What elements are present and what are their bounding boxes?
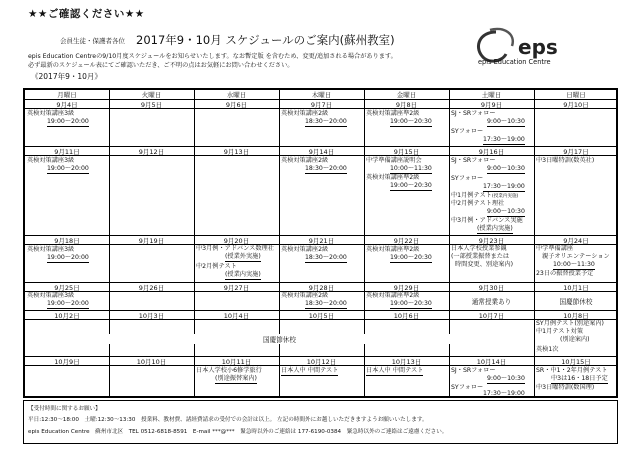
event-label: 中2月例テスト理社: [451, 200, 505, 207]
date-cell: 10月8日: [563, 312, 589, 320]
event-label: 英検対策講座準2級: [366, 246, 420, 253]
event-time: 19:00～20:30: [390, 300, 432, 307]
date-cell: 10月3日: [138, 312, 165, 320]
day-header-thu: 木曜日: [311, 91, 332, 99]
event-time: 19:00～20:00: [47, 254, 89, 261]
event-label: 中1月例テスト(授業内実施): [451, 192, 519, 199]
date-cell: 10月12日: [306, 358, 337, 366]
event-time: 19:00～20:00: [47, 165, 89, 172]
event-label: 中3日曜特訓(数英社): [536, 157, 595, 164]
date-cell: 9月27日: [223, 284, 250, 292]
event-label: 英検対策講座3級: [27, 292, 75, 299]
event-note: (授業内実施): [225, 271, 261, 278]
event-note: 時間変更、別途案内): [455, 261, 514, 268]
event-label: 親子オリエンテーション: [542, 253, 610, 260]
event-label: 日本人中 中間テスト: [366, 367, 424, 374]
event-label: 日本人学校授業参観: [451, 245, 507, 252]
event-time: 19:00～20:30: [390, 118, 432, 125]
page-title: 2017年9・10月 スケジュールのご案内(蘇州教室): [136, 33, 395, 47]
event-label: 英検対策講座準2級: [366, 292, 420, 299]
svg-text:eps: eps: [518, 35, 558, 59]
date-cell: 9月20日: [223, 237, 250, 245]
footer-heading: 【受付時間に関するお願い】: [28, 406, 101, 412]
event-label: SYフォロー: [451, 175, 484, 182]
day-header-sun: 日曜日: [566, 91, 586, 99]
event-time: 18:30～20:00: [305, 165, 347, 172]
recipient-line: 会員生徒・保護者各位: [60, 37, 125, 45]
day-header-wed: 水曜日: [226, 91, 247, 99]
date-cell: 9月28日: [308, 284, 335, 292]
event-label: SYフォロー: [451, 128, 484, 135]
event-time: 9:00～10:30: [487, 118, 525, 125]
event-time: 17:30～19:00: [483, 136, 525, 143]
event-label: 英検対策講座3級: [27, 246, 75, 253]
reception-notice: [23, 400, 618, 444]
day-header-tue: 火曜日: [141, 91, 162, 99]
event-label: 英検対策講座3級: [27, 157, 75, 164]
event-label: 英検対策講座準2級: [366, 110, 420, 117]
event-label: 英検対策講座3級: [27, 110, 75, 117]
event-time: 10:00～11:30: [390, 165, 432, 172]
date-cell: 10月15日: [561, 358, 591, 366]
day-header-mon: 月曜日: [57, 91, 77, 99]
event-time: 17:30～19:00: [483, 390, 525, 397]
date-cell: 10月4日: [223, 312, 250, 320]
event-label: SR・中1・2年月例テスト: [536, 367, 608, 374]
date-cell: 9月25日: [54, 284, 80, 292]
event-label: SJ・SRフォロー: [451, 110, 496, 117]
date-cell: 9月14日: [308, 148, 335, 156]
date-cell: 10月7日: [478, 312, 505, 320]
date-cell: 9月9日: [480, 101, 503, 109]
date-cell: 9月11日: [54, 148, 80, 156]
event-label: 英検対策講座2級: [281, 246, 329, 253]
event-label: 英検対策講座2級: [281, 157, 329, 164]
event-label: SJ・SRフォロー: [451, 367, 496, 374]
event-time: 9:00～10:30: [487, 375, 525, 382]
event-label: 日本人学校小6修学旅行: [196, 367, 262, 374]
footer-contact: epis Education Centre 蘇州市北区 TEL 0512-6818-8591 E-mail ***@*** 緊急時以外のご連絡は 177-6190-0384 緊急時以外のご連絡はご遠慮ください。: [28, 429, 448, 435]
footer-hours: 平日:12:30～18:00 土曜:12:30～13:30 授業料、教材費、諸経費請求の受付での会計は以上。 左記の時間外にお越しいただきますようお願いいたします。: [28, 417, 428, 423]
date-cell: 9月16日: [478, 148, 505, 156]
event-note: (別途案内): [560, 336, 590, 343]
event-time: 17:30～19:00: [483, 183, 525, 190]
event-time: 9:00～10:30: [487, 165, 525, 172]
date-cell: 10月13日: [391, 358, 422, 366]
logo-caption: epis Education Centre: [478, 58, 551, 66]
event-label: 中3は16・18日予定: [551, 375, 608, 382]
event-label: 中学準備講座: [536, 245, 574, 252]
date-cell: 10月11日: [221, 358, 252, 366]
period-label: 《2017年9・10月》: [31, 72, 102, 81]
event-label: 中学準備講座説明会: [366, 157, 422, 164]
date-cell: 10月2日: [54, 312, 80, 320]
date-cell: 9月19日: [138, 237, 165, 245]
event-label: SJ・SRフォロー: [451, 157, 496, 164]
event-time: 19:00～20:00: [47, 300, 89, 307]
date-cell: 10月5日: [308, 312, 335, 320]
event-label: 中2月例テスト: [196, 263, 237, 270]
date-cell: 10月9日: [54, 358, 80, 366]
date-cell: 10月1日: [563, 284, 589, 292]
date-cell: 9月21日: [308, 237, 335, 245]
event-label: 中3月例・アドバンス実施: [451, 217, 523, 224]
date-cell: 9月7日: [310, 101, 333, 109]
event-note: (一部授業振替または: [451, 253, 510, 260]
date-cell: 9月12日: [138, 148, 165, 156]
event-note: (授業外実施): [225, 253, 261, 260]
event-note: (別途振替案内): [215, 375, 257, 382]
date-cell: 10月14日: [476, 358, 507, 366]
date-cell: 10月10日: [136, 358, 167, 366]
date-cell: 9月24日: [563, 237, 589, 245]
date-cell: 9月26日: [138, 284, 165, 292]
event-time: 18:30～20:00: [305, 300, 347, 307]
event-label: SY月例テスト(別途案内): [536, 320, 604, 327]
holiday-label: 国慶節休校: [559, 298, 593, 306]
event-label: 中3日曜特訓(数国理): [536, 384, 595, 391]
date-cell: 9月23日: [478, 237, 505, 245]
intro-text-1: epis Education Centreの9/10月度スケジュールをお知らせいたします。なお暫定版 を含むため、変更/追加される場合があります。: [28, 53, 397, 60]
event-label: 英検対策講座準2級: [366, 174, 420, 181]
date-cell: 9月6日: [225, 101, 248, 109]
event-label: 中3月例・アドバンス数理社: [196, 245, 274, 252]
event-time: 19:00～20:30: [390, 182, 432, 189]
notice-title: ★★ご確認ください★★: [28, 8, 145, 20]
date-cell: 9月8日: [395, 101, 418, 109]
date-cell: 9月4日: [56, 101, 78, 109]
day-header-sat: 土曜日: [481, 91, 502, 99]
date-cell: 9月5日: [140, 101, 163, 109]
event-label: 英検対策講座2級: [281, 292, 329, 299]
date-cell: 9月15日: [393, 148, 420, 156]
date-cell: 9月29日: [393, 284, 420, 292]
date-cell: 9月30日: [478, 284, 505, 292]
holiday-label: 国慶節休校: [25, 334, 534, 344]
date-cell: 9月17日: [563, 148, 589, 156]
event-label: 中1月テスト対策: [536, 328, 584, 335]
date-cell: 9月10日: [563, 101, 589, 109]
regular-class-note: 通常授業あり: [471, 298, 512, 306]
event-time: 18:30～20:00: [305, 254, 347, 261]
event-label: 日本人中 中間テスト: [281, 367, 339, 374]
event-note: (授業内実施): [477, 225, 513, 232]
date-cell: 9月13日: [223, 148, 250, 156]
event-note: 23日の振替授業予定: [536, 270, 594, 277]
date-cell: 9月22日: [393, 237, 420, 245]
event-time: 18:30～20:00: [305, 118, 347, 125]
day-header-fri: 金曜日: [396, 91, 417, 99]
event-time: 9:00～10:30: [487, 208, 525, 215]
intro-text-2: 必ず最新のスケジュール表にてご確認いただき、ご不明の点はお気軽にお問い合わせください。: [28, 62, 294, 69]
event-time: 19:00～20:30: [390, 254, 432, 261]
event-time: 19:00～20:00: [47, 118, 89, 125]
schedule-table: [23, 88, 618, 398]
event-label: SYフォロー: [451, 384, 484, 391]
date-cell: 10月6日: [393, 312, 420, 320]
event-label: 英検1次: [536, 346, 559, 353]
event-label: 英検対策講座2級: [281, 110, 329, 117]
date-cell: 9月18日: [54, 237, 80, 245]
event-time: 10:00～11:30: [553, 261, 595, 268]
